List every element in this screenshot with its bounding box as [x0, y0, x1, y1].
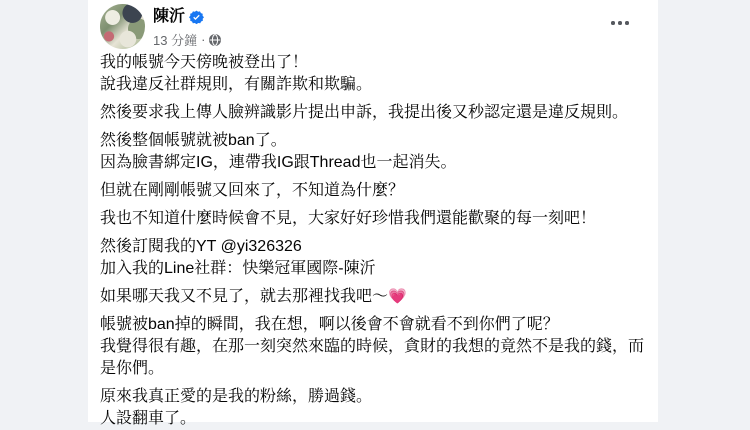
ellipsis-dot	[618, 21, 622, 25]
post-paragraph: 然後整個帳號就被ban了。 因為臉書綁定IG，連帶我IG跟Thread也一起消失。	[100, 132, 457, 171]
post-paragraph: 原來我真正愛的是我的粉絲，勝過錢。 人設翻車了。	[100, 388, 373, 427]
ellipsis-dot	[611, 21, 615, 25]
post-paragraph: 然後要求我上傳人臉辨識影片提出申訴，我提出後又秒認定還是違反規則。	[100, 104, 629, 121]
post-meta-row[interactable]	[153, 30, 221, 49]
post-header	[100, 4, 646, 50]
post-content	[100, 52, 646, 430]
post-paragraph: 但就在剛剛帳號又回來了，不知道為什麼？	[100, 182, 405, 199]
post-paragraph: 我也不知道什麼時候會不見，大家好好珍惜我們還能歡聚的每一刻吧！	[100, 210, 597, 227]
privacy-globe-icon	[209, 34, 221, 46]
post-header-text	[153, 4, 221, 49]
post-paragraph: 然後訂閱我的YT @yi326326 加入我的Line社群：快樂冠軍國際-陳沂	[100, 238, 376, 277]
meta-separator: ·	[201, 32, 206, 47]
post-card	[88, 0, 658, 427]
post-paragraph: 我的帳號今天傍晚被登出了！ 說我違反社群規則，有關詐欺和欺騙。	[100, 54, 373, 93]
post-paragraph: 如果哪天我又不見了，就去那裡找我吧～💗	[100, 288, 407, 305]
post-menu-button[interactable]	[604, 12, 636, 34]
ellipsis-dot	[625, 21, 629, 25]
post-timestamp[interactable]: 13 分鐘	[153, 33, 198, 48]
heart-emoji: 💗	[388, 288, 407, 305]
verified-badge-icon	[189, 10, 204, 25]
author-row	[153, 7, 221, 27]
author-name[interactable]: 陳沂	[153, 8, 186, 25]
author-avatar[interactable]	[100, 4, 145, 49]
post-paragraph: 帳號被ban掉的瞬間，我在想，啊以後會不會就看不到你們了呢？ 我覺得很有趣，在那一刻突然來臨的時候，貪財的我想的竟然不是我的錢，而是你們。	[100, 316, 645, 377]
